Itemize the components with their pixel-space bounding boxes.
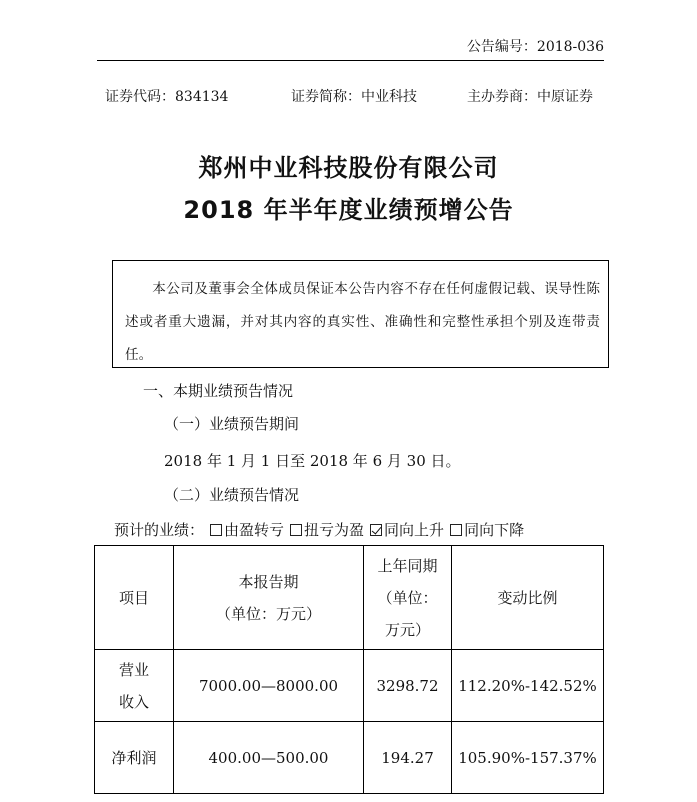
subsection-forecast-heading: （二）业绩预告情况 [164,486,300,504]
header-current-line2: （单位：万元） [215,604,321,623]
table-row [95,722,604,794]
announcement-title: 2018 年半年度业绩预增公告 [183,196,514,224]
section-heading: 一、本期业绩预告情况 [143,382,294,400]
table-row [95,650,604,722]
header-current [174,546,364,650]
announcement-number: 公告编号：2018-036 [466,39,604,55]
row-item-line2: 收入 [118,692,149,711]
row-item: 净利润 [95,722,174,794]
row-item-line1: 营业 [118,660,149,679]
header-prior-line3: 万元） [384,620,430,639]
company-title: 郑州中业科技股份有限公司 [198,154,499,182]
header-rule [97,60,604,61]
row-change: 112.20%-142.52% [452,650,604,722]
option-label: 同向上升 [384,521,445,539]
row-change: 105.90%-157.37% [452,722,604,794]
option-label: 同向下降 [464,521,525,539]
header-prior-line2: （单位： [377,588,438,607]
forecast-period-text: 2018 年 1 月 1 日至 2018 年 6 月 30 日。 [164,452,461,470]
header-prior [364,546,452,650]
forecast-label: 预计的业绩： [114,521,205,539]
row-item [95,650,174,722]
header-change: 变动比例 [452,546,604,650]
row-prior: 194.27 [364,722,452,794]
forecast-options [114,519,524,540]
row-current: 400.00—500.00 [174,722,364,794]
forecast-table [94,545,604,794]
sponsor-broker: 主办券商：中原证券 [467,89,593,105]
row-current: 7000.00—8000.00 [174,650,364,722]
security-info-row [105,86,600,106]
subsection-period-heading: （一）业绩预告期间 [164,415,300,433]
header-item: 项目 [95,546,174,650]
checkbox-icon[interactable] [290,524,302,536]
checkbox-checked-icon[interactable] [370,524,382,536]
header-current-line1: 本报告期 [238,572,299,591]
disclaimer-box [112,260,609,368]
security-code: 证券代码：834134 [105,89,229,105]
header-prior-line1: 上年同期 [377,556,438,575]
security-short-name: 证券简称：中业科技 [291,89,417,105]
row-prior: 3298.72 [364,650,452,722]
option-label: 扭亏为盈 [304,521,365,539]
option-label: 由盈转亏 [224,521,285,539]
checkbox-icon[interactable] [210,524,222,536]
disclaimer-text: 本公司及董事会全体成员保证本公告内容不存在任何虚假记载、误导性陈述或者重大遗漏，并对其内容的真实性、准确性和完整性承担个别及连带责任。 [125,281,600,363]
table-header-row [95,546,604,650]
checkbox-icon[interactable] [450,524,462,536]
